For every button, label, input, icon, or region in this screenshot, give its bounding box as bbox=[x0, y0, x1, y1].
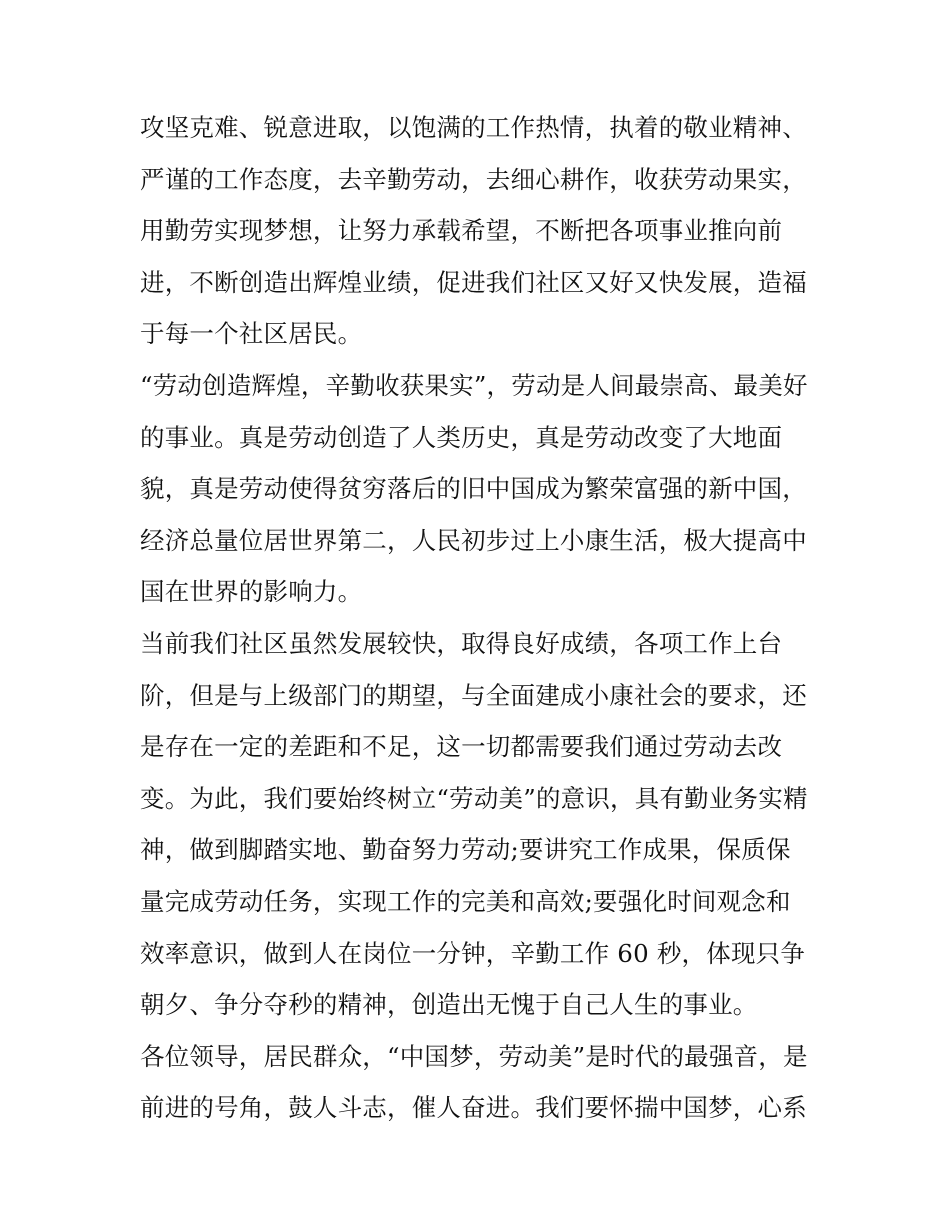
text-line: 各位领导，居民群众，“中国梦，劳动美”是时代的最强音，是 bbox=[140, 1041, 808, 1071]
text-line: 变。为此，我们要始终树立“劳动美”的意识，具有勤业务实精 bbox=[140, 783, 808, 813]
text-line: 神，做到脚踏实地、勤奋努力劳动;要讲究工作成果，保质保 bbox=[140, 835, 791, 865]
text-line: 阶，但是与上级部门的期望，与全面建成小康社会的要求，还 bbox=[140, 680, 807, 710]
text-line: 貌，真是劳动使得贫穷落后的旧中国成为繁荣富强的新中国， bbox=[140, 474, 807, 504]
text-line: 国在世界的影响力。 bbox=[140, 577, 363, 607]
text-line: “劳动创造辉煌，辛勤收获果实”，劳动是人间最崇高、最美好 bbox=[140, 370, 808, 400]
document-body bbox=[140, 102, 820, 1134]
text-line: 量完成劳动任务，实现工作的完美和高效;要强化时间观念和 bbox=[140, 886, 791, 916]
text-line: 用勤劳实现梦想，让努力承载希望，不断把各项事业推向前 bbox=[140, 216, 783, 246]
text-line: 进，不断创造出辉煌业绩，促进我们社区又好又快发展，造福 bbox=[140, 267, 807, 297]
text-line: 的事业。真是劳动创造了人类历史，真是劳动改变了大地面 bbox=[140, 422, 783, 452]
text-line: 前进的号角，鼓人斗志，催人奋进。我们要怀揣中国梦，心系 bbox=[140, 1093, 807, 1123]
text-line: 当前我们社区虽然发展较快，取得良好成绩，各项工作上台 bbox=[140, 628, 783, 658]
text-line: 于每一个社区居民。 bbox=[140, 319, 363, 349]
text-line: 是存在一定的差距和不足，这一切都需要我们通过劳动去改 bbox=[140, 732, 783, 762]
text-line: 效率意识，做到人在岗位一分钟，辛勤工作 60 秒，体现只争 bbox=[140, 938, 806, 968]
text-line: 严谨的工作态度，去辛勤劳动，去细心耕作，收获劳动果实， bbox=[140, 164, 807, 194]
text-line: 攻坚克难、锐意进取，以饱满的工作热情，执着的敬业精神、 bbox=[140, 113, 807, 142]
text-line: 朝夕、争分夺秒的精神，创造出无愧于自己人生的事业。 bbox=[140, 990, 758, 1020]
text-line: 经济总量位居世界第二，人民初步过上小康生活，极大提高中 bbox=[140, 525, 807, 555]
